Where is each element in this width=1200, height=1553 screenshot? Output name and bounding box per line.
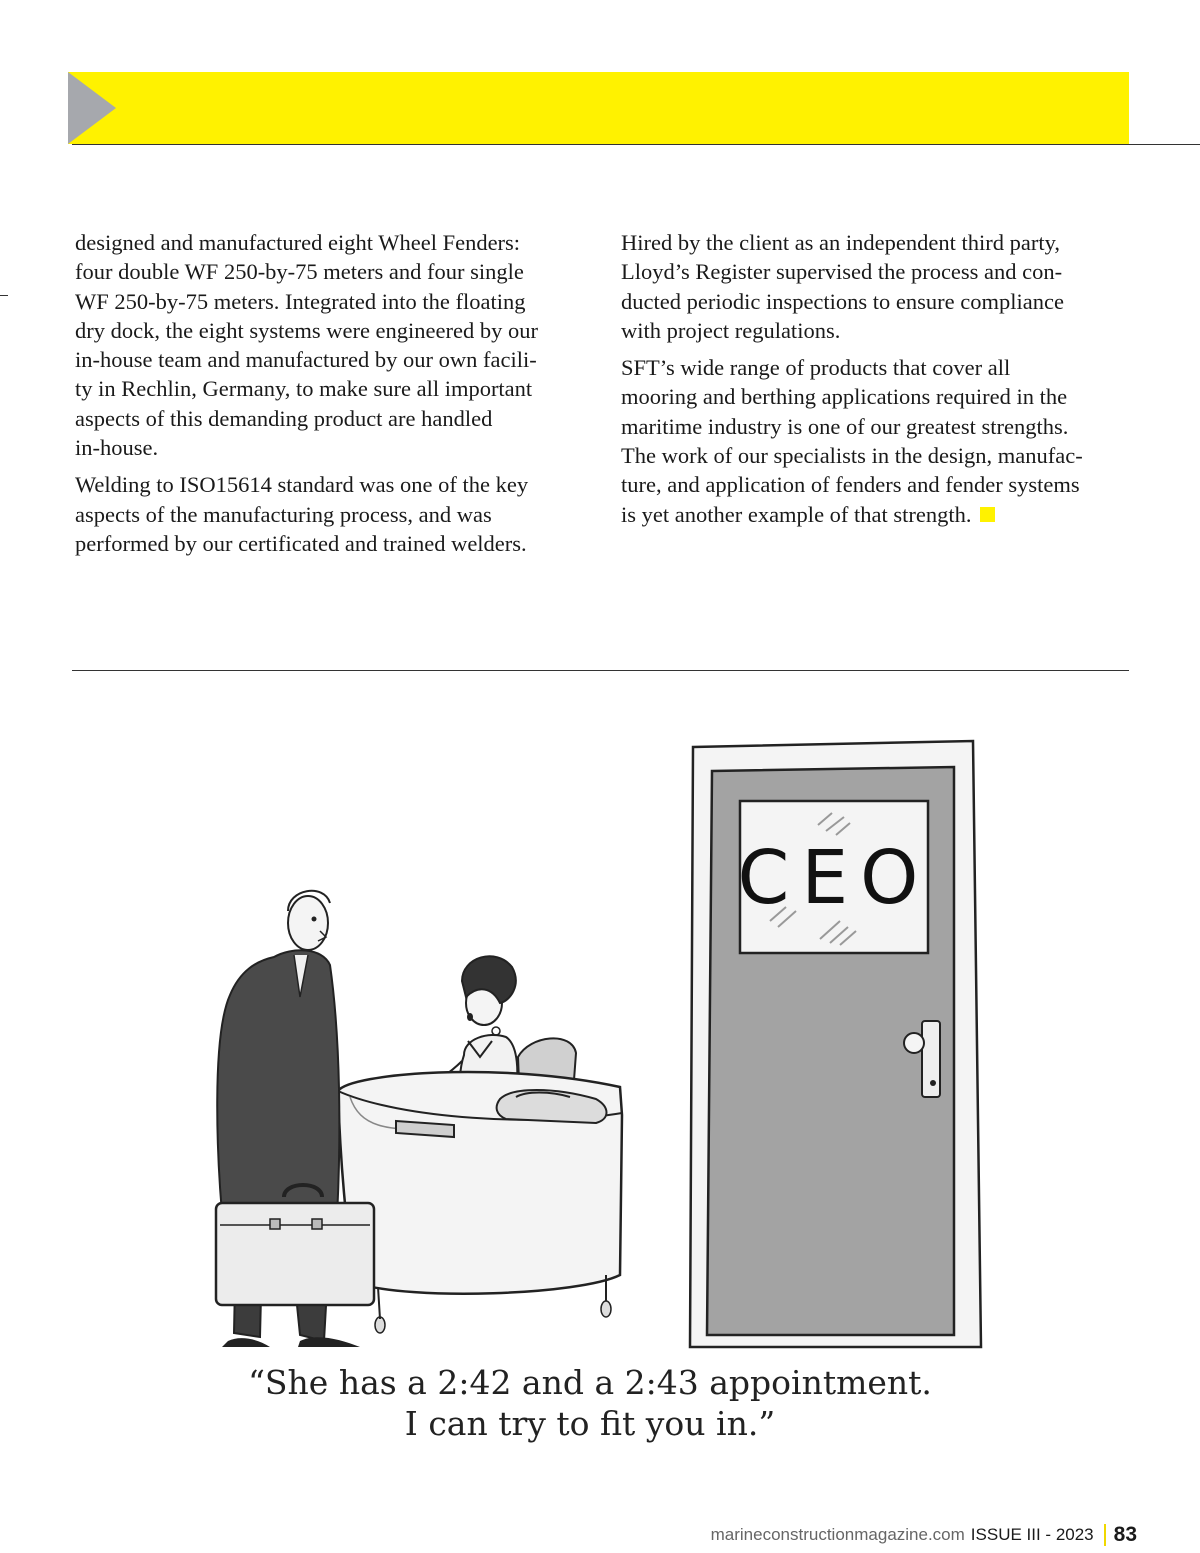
page-number: 83 (1113, 1523, 1137, 1546)
briefcase-icon (216, 1185, 374, 1305)
door-window (738, 801, 931, 953)
banner-divider (72, 144, 1200, 145)
paragraph: Welding to ISO15614 standard was one of the key aspects of the manufacturing process, and was performed by our certificated and trained welders. (75, 472, 529, 556)
footer-issue: ISSUE III - 2023 (970, 1525, 1094, 1544)
desk-nameplate (396, 1121, 454, 1137)
page-footer (711, 1520, 1137, 1550)
paragraph: designed and manufactured eight Wheel Fenders: four double WF 250-by-75 meters and four single WF 250-by-75 meters. Integrated into the floating dry dock, the eight systems were engineered by our in-house team and manufactured by our own facili- ty in Rechlin, Germany, to make sure all important aspects of this demanding product are handled in-house. (75, 230, 538, 461)
article-left-column (75, 228, 585, 566)
gray-arrow-icon (68, 72, 116, 144)
margin-tick (0, 295, 8, 296)
footer-website: marineconstructionmagazine.com (710, 1525, 965, 1544)
section-divider (72, 670, 1129, 671)
paragraph (621, 353, 1131, 529)
section-banner (68, 72, 1129, 144)
article-right-column (621, 228, 1131, 537)
door-sign-text: CEO (737, 835, 931, 921)
footer-separator (1104, 1524, 1106, 1546)
cartoon-caption: “She has a 2:42 and a 2:43 appointment. I can try to fit you in.” (248, 1363, 932, 1443)
end-of-article-mark (980, 507, 995, 522)
paragraph-text: SFT’s wide range of products that cover all mooring and berthing applications required in the maritime industry is one of our greatest strengths. The work of our specialists in the design, manufac- ture, and application of fenders and fender systems is yet another example of that strength. (621, 355, 1083, 527)
paragraph: Hired by the client as an independent third party, Lloyd’s Register supervised the process and con- ducted periodic inspections to ensure compliance with project regulations. (621, 230, 1064, 343)
cartoon-illustration (200, 735, 990, 1360)
